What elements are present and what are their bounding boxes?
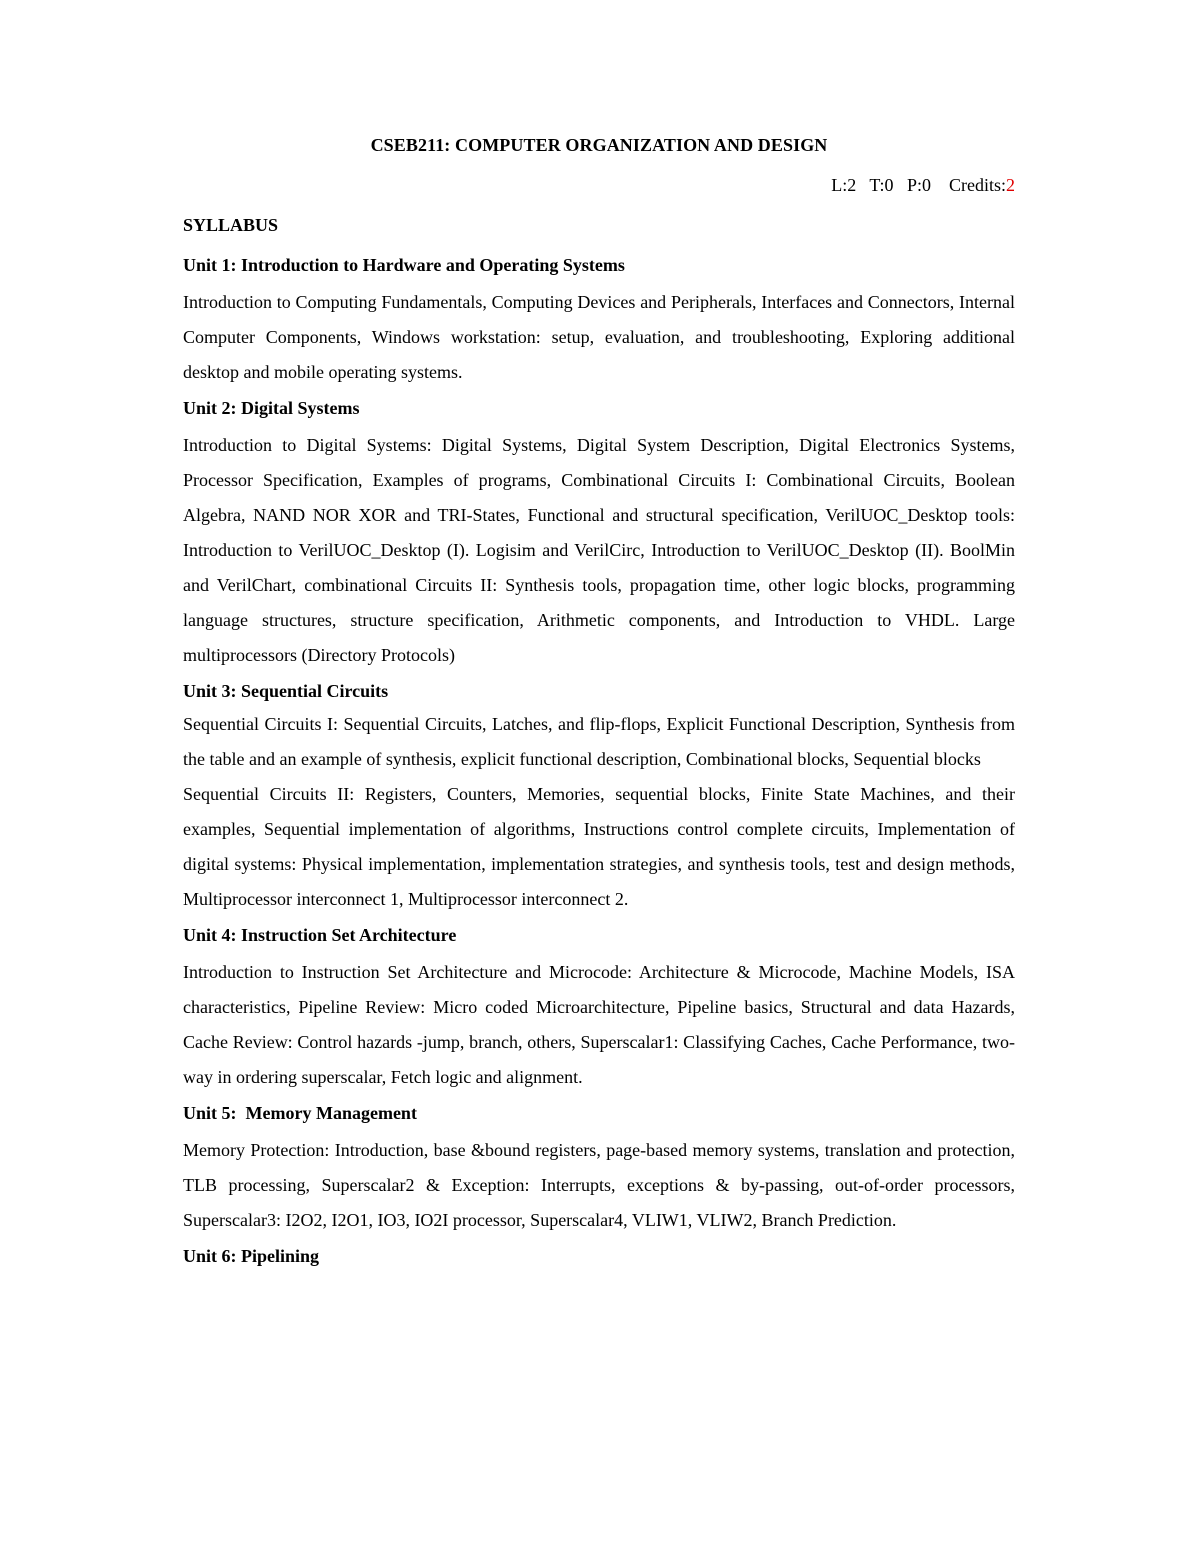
credits-breakdown: L:2 T:0 P:0 Credits: bbox=[831, 175, 1006, 195]
course-title: CSEB211: COMPUTER ORGANIZATION AND DESIGN bbox=[370, 135, 828, 155]
unit-2-paragraph: Introduction to Digital Systems: Digital Systems, Digital System Description, Digital Electronics Systems, Processor Specification, Examples of programs, Combinational Circuits I: Combinational Circuits, Boolean Algebra, NAND NOR XOR and TRI-States, Functional and structural specification, VerilUOC_Desktop tools: Introduction to VerilUOC_Desktop (I). Logisim and VerilCirc, Introduction to VerilUOC_Desktop (II). BoolMin and VerilChart, combinational Circuits II: Synthesis tools, propagation time, other logic blocks, programming language structures, structure specification, Arithmetic components, and Introduction to VHDL. Large multiprocessors (Directory Protocols) bbox=[183, 435, 1015, 665]
unit-5-paragraph: Memory Protection: Introduction, base &bound registers, page-based memory systems, translation and protection, TLB processing, Superscalar2 & Exception: Interrupts, exceptions & by-passing, out-of-order processors, Superscalar3: I2O2, I2O1, IO3, IO2I processor, Superscalar4, VLIW1, VLIW2, Branch Prediction. bbox=[183, 1140, 1015, 1230]
unit-4-paragraph: Introduction to Instruction Set Architecture and Microcode: Architecture & Microcode, Machine Models, ISA characteristics, Pipeline Review: Micro coded Microarchitecture, Pipeline basics, Structural and data Hazards, Cache Review: Control hazards -jump, branch, others, Superscalar1: Classifying Caches, Cache Performance, two-way in ordering superscalar, Fetch logic and alignment. bbox=[183, 962, 1015, 1087]
unit-5-heading: Unit 5: Memory Management bbox=[183, 1103, 417, 1123]
unit-1-paragraph: Introduction to Computing Fundamentals, Computing Devices and Peripherals, Interfaces and Connectors, Internal Computer Components, Windows workstation: setup, evaluation, and troubleshooting, Exploring additional desktop and mobile operating systems. bbox=[183, 292, 1015, 382]
syllabus-page bbox=[183, 133, 1015, 1268]
unit-3-paragraph-1: Sequential Circuits I: Sequential Circuits, Latches, and flip-flops, Explicit Functional Description, Synthesis from the table and an example of synthesis, explicit functional description, Combinational blocks, Sequential blocks bbox=[183, 714, 1015, 769]
unit-6-heading: Unit 6: Pipelining bbox=[183, 1246, 320, 1266]
unit-2-heading: Unit 2: Digital Systems bbox=[183, 398, 360, 418]
unit-3-paragraph-2: Sequential Circuits II: Registers, Counters, Memories, sequential blocks, Finite State Machines, and their examples, Sequential implementation of algorithms, Instructions control complete circuits, Implementation of digital systems: Physical implementation, implementation strategies, and synthesis tools, test and design methods, Multiprocessor interconnect 1, Multiprocessor interconnect 2. bbox=[183, 784, 1015, 909]
unit-4-heading: Unit 4: Instruction Set Architecture bbox=[183, 925, 457, 945]
unit-3-heading: Unit 3: Sequential Circuits bbox=[183, 681, 389, 701]
credits-value: 2 bbox=[1006, 175, 1015, 195]
syllabus-heading: SYLLABUS bbox=[183, 215, 279, 235]
credits-line bbox=[183, 173, 1015, 197]
unit-1-heading: Unit 1: Introduction to Hardware and Operating Systems bbox=[183, 255, 625, 275]
